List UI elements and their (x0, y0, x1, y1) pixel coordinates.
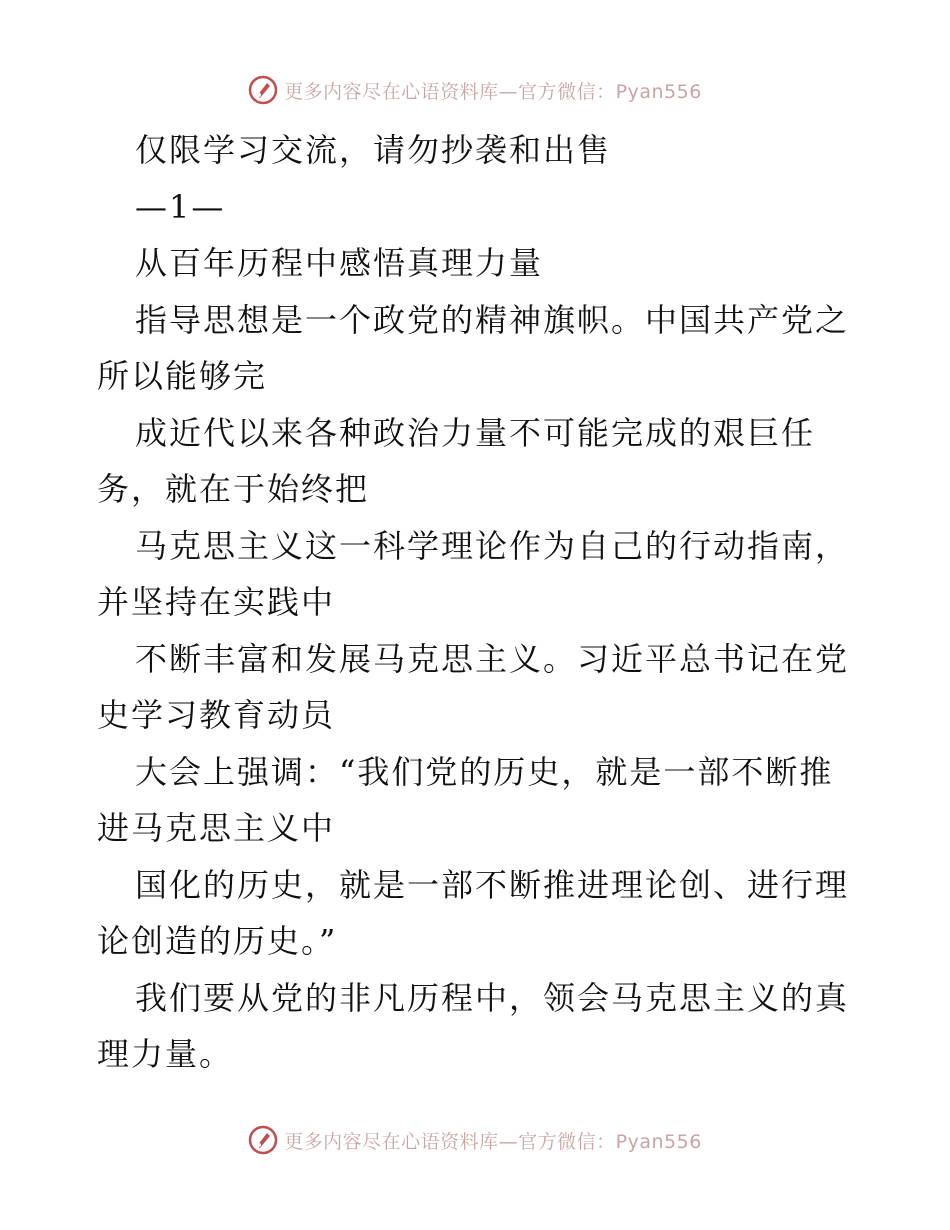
paragraph: 不断丰富和发展马克思主义。习近平总书记在党史学习教育动员 (97, 639, 850, 734)
paragraph: 马克思主义这一科学理论作为自己的行动指南，并坚持在实践中 (97, 526, 850, 621)
paragraph: 我们要从党的非凡历程中，领会马克思主义的真理力量。 (97, 978, 850, 1073)
paragraph: 成近代以来各种政治力量不可能完成的艰巨任务，就在于始终把 (97, 413, 816, 508)
footer-watermark (0, 1120, 950, 1160)
page-number: —1— (135, 187, 226, 226)
pen-nib-logo-icon (248, 1125, 278, 1155)
paragraph: 大会上强调：“我们党的历史，就是一部不断推进马克思主义中 (97, 752, 834, 847)
header-watermark (0, 70, 950, 110)
footer-watermark-text: 更多内容尽在心语资料库—官方微信：Pyan556 (284, 1130, 702, 1153)
paragraph: 指导思想是一个政党的精神旗帜。中国共产党之所以能够完 (97, 300, 850, 395)
document-body (97, 122, 857, 1083)
header-watermark-text: 更多内容尽在心语资料库—官方微信：Pyan556 (284, 80, 702, 103)
paragraph: 国化的历史，就是一部不断推进理论创、进行理论创造的历史。” (97, 865, 850, 960)
paragraph: 仅限学习交流，请勿抄袭和出售 (135, 131, 612, 169)
pen-nib-logo-icon (248, 75, 278, 105)
section-title: 从百年历程中感悟真理力量 (135, 244, 544, 282)
